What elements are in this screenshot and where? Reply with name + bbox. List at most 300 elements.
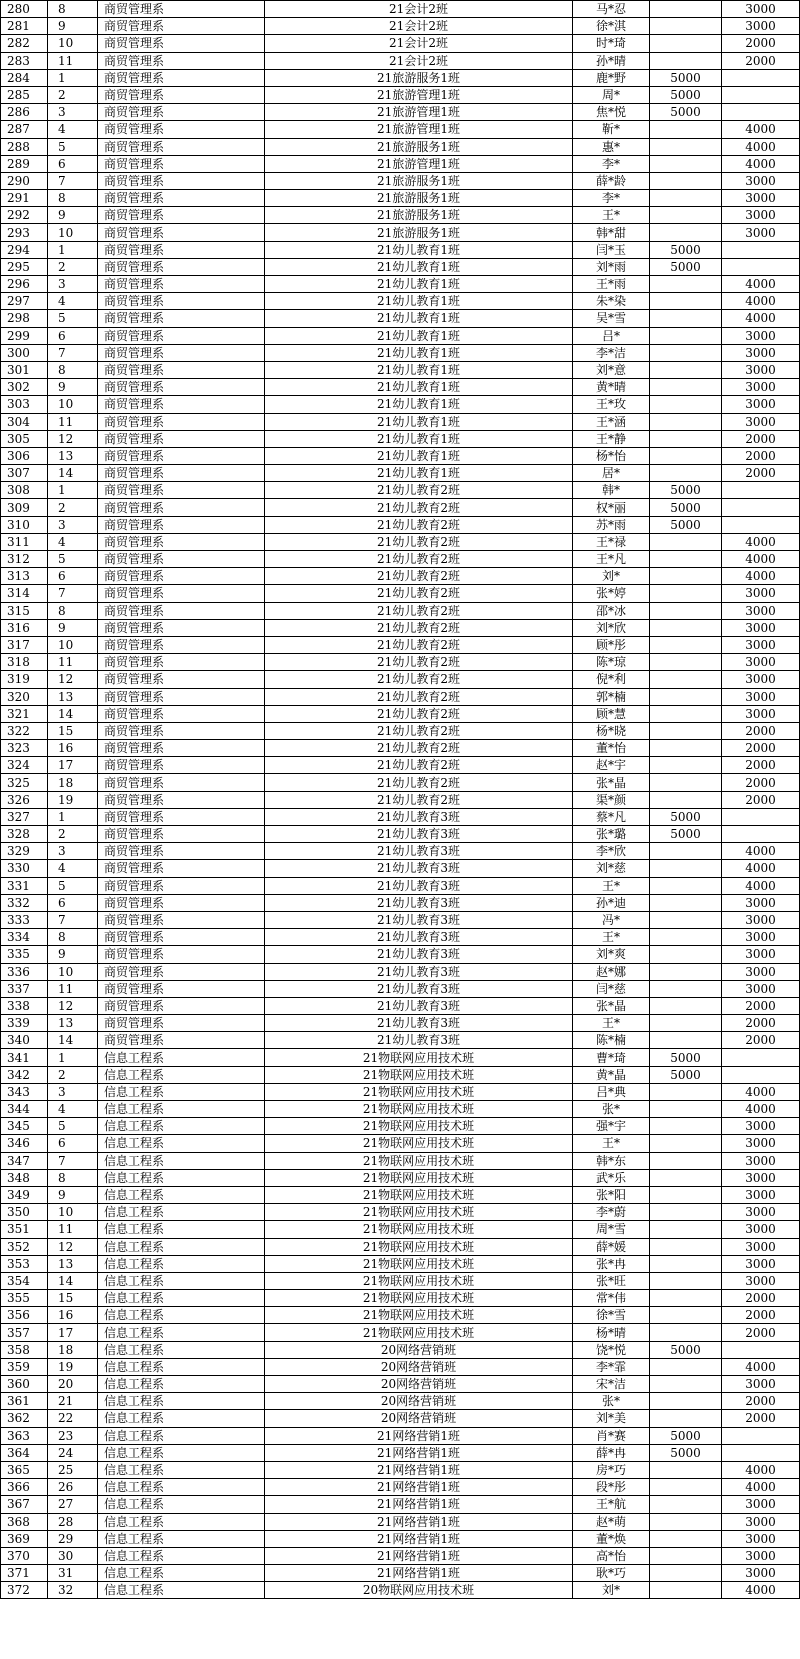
serial-number-cell: 294	[1, 241, 48, 258]
class-name-cell: 21幼儿教育1班	[265, 293, 573, 310]
serial-number-cell: 329	[1, 843, 48, 860]
class-index-cell: 6	[48, 327, 98, 344]
first-grade-amount-cell: 5000	[650, 1049, 722, 1066]
student-name-cell: 倪*利	[573, 671, 650, 688]
table-row	[1, 997, 800, 1014]
table-row	[1, 740, 800, 757]
student-name-cell: 王*	[573, 1135, 650, 1152]
class-name-cell: 21幼儿教育2班	[265, 671, 573, 688]
class-name-cell: 21幼儿教育3班	[265, 877, 573, 894]
first-grade-amount-cell	[650, 224, 722, 241]
student-name-cell: 王*静	[573, 430, 650, 447]
table-row	[1, 1307, 800, 1324]
table-row	[1, 224, 800, 241]
department-cell: 商贸管理系	[98, 619, 265, 636]
first-grade-amount-cell	[650, 1169, 722, 1186]
first-grade-amount-cell	[650, 654, 722, 671]
first-grade-amount-cell	[650, 1307, 722, 1324]
class-index-cell: 6	[48, 894, 98, 911]
class-name-cell: 21网络营销1班	[265, 1427, 573, 1444]
table-row	[1, 551, 800, 568]
student-name-cell: 杨*怡	[573, 447, 650, 464]
student-name-cell: 韩*东	[573, 1152, 650, 1169]
class-index-cell: 29	[48, 1530, 98, 1547]
second-grade-amount-cell: 2000	[722, 430, 800, 447]
first-grade-amount-cell	[650, 705, 722, 722]
department-cell: 信息工程系	[98, 1496, 265, 1513]
department-cell: 信息工程系	[98, 1272, 265, 1289]
first-grade-amount-cell	[650, 636, 722, 653]
table-row	[1, 35, 800, 52]
class-name-cell: 21旅游管理1班	[265, 104, 573, 121]
first-grade-amount-cell	[650, 1, 722, 18]
class-name-cell: 21幼儿教育3班	[265, 929, 573, 946]
department-cell: 商贸管理系	[98, 138, 265, 155]
second-grade-amount-cell: 3000	[722, 1204, 800, 1221]
class-index-cell: 8	[48, 1, 98, 18]
department-cell: 信息工程系	[98, 1479, 265, 1496]
serial-number-cell: 311	[1, 533, 48, 550]
class-index-cell: 24	[48, 1444, 98, 1461]
table-row	[1, 430, 800, 447]
table-row	[1, 52, 800, 69]
class-index-cell: 3	[48, 104, 98, 121]
class-index-cell: 8	[48, 1169, 98, 1186]
first-grade-amount-cell	[650, 310, 722, 327]
class-name-cell: 21幼儿教育3班	[265, 808, 573, 825]
first-grade-amount-cell	[650, 774, 722, 791]
class-index-cell: 10	[48, 963, 98, 980]
first-grade-amount-cell	[650, 207, 722, 224]
first-grade-amount-cell	[650, 1204, 722, 1221]
serial-number-cell: 284	[1, 69, 48, 86]
class-index-cell: 13	[48, 688, 98, 705]
table-row	[1, 465, 800, 482]
second-grade-amount-cell: 3000	[722, 654, 800, 671]
first-grade-amount-cell	[650, 1513, 722, 1530]
serial-number-cell: 321	[1, 705, 48, 722]
serial-number-cell: 352	[1, 1238, 48, 1255]
department-cell: 商贸管理系	[98, 774, 265, 791]
class-name-cell: 21幼儿教育2班	[265, 705, 573, 722]
table-row	[1, 1204, 800, 1221]
class-name-cell: 21物联网应用技术班	[265, 1307, 573, 1324]
student-name-cell: 刘*	[573, 1582, 650, 1599]
second-grade-amount-cell	[722, 69, 800, 86]
student-name-cell: 韩*	[573, 482, 650, 499]
class-name-cell: 21幼儿教育1班	[265, 413, 573, 430]
table-row	[1, 327, 800, 344]
second-grade-amount-cell: 3000	[722, 1255, 800, 1272]
table-row	[1, 671, 800, 688]
department-cell: 商贸管理系	[98, 722, 265, 739]
department-cell: 商贸管理系	[98, 533, 265, 550]
department-cell: 信息工程系	[98, 1461, 265, 1478]
first-grade-amount-cell	[650, 1393, 722, 1410]
class-name-cell: 21网络营销1班	[265, 1496, 573, 1513]
table-row	[1, 1341, 800, 1358]
class-name-cell: 21网络营销1班	[265, 1513, 573, 1530]
first-grade-amount-cell	[650, 757, 722, 774]
student-name-cell: 王*禄	[573, 533, 650, 550]
department-cell: 商贸管理系	[98, 396, 265, 413]
table-row	[1, 396, 800, 413]
first-grade-amount-cell	[650, 430, 722, 447]
student-name-cell: 赵*娜	[573, 963, 650, 980]
table-row	[1, 1221, 800, 1238]
table-row	[1, 207, 800, 224]
serial-number-cell: 290	[1, 172, 48, 189]
student-name-cell: 居*	[573, 465, 650, 482]
table-row	[1, 1186, 800, 1203]
serial-number-cell: 372	[1, 1582, 48, 1599]
class-index-cell: 6	[48, 1135, 98, 1152]
first-grade-amount-cell	[650, 1358, 722, 1375]
class-name-cell: 21幼儿教育2班	[265, 551, 573, 568]
serial-number-cell: 349	[1, 1186, 48, 1203]
first-grade-amount-cell	[650, 1152, 722, 1169]
student-name-cell: 张*璐	[573, 826, 650, 843]
serial-number-cell: 347	[1, 1152, 48, 1169]
second-grade-amount-cell: 2000	[722, 447, 800, 464]
second-grade-amount-cell: 3000	[722, 396, 800, 413]
first-grade-amount-cell: 5000	[650, 808, 722, 825]
serial-number-cell: 310	[1, 516, 48, 533]
serial-number-cell: 327	[1, 808, 48, 825]
first-grade-amount-cell: 5000	[650, 482, 722, 499]
serial-number-cell: 368	[1, 1513, 48, 1530]
second-grade-amount-cell: 3000	[722, 911, 800, 928]
table-row	[1, 1496, 800, 1513]
first-grade-amount-cell	[650, 52, 722, 69]
table-row	[1, 69, 800, 86]
class-name-cell: 20网络营销班	[265, 1341, 573, 1358]
student-name-cell: 韩*甜	[573, 224, 650, 241]
class-index-cell: 1	[48, 482, 98, 499]
class-name-cell: 21幼儿教育2班	[265, 516, 573, 533]
first-grade-amount-cell	[650, 379, 722, 396]
class-index-cell: 14	[48, 705, 98, 722]
class-index-cell: 11	[48, 1221, 98, 1238]
department-cell: 商贸管理系	[98, 757, 265, 774]
second-grade-amount-cell: 3000	[722, 671, 800, 688]
serial-number-cell: 358	[1, 1341, 48, 1358]
class-name-cell: 21物联网应用技术班	[265, 1186, 573, 1203]
table-row	[1, 344, 800, 361]
department-cell: 商贸管理系	[98, 516, 265, 533]
second-grade-amount-cell: 3000	[722, 379, 800, 396]
department-cell: 商贸管理系	[98, 447, 265, 464]
first-grade-amount-cell	[650, 1255, 722, 1272]
class-index-cell: 3	[48, 516, 98, 533]
table-row	[1, 1479, 800, 1496]
second-grade-amount-cell: 3000	[722, 1272, 800, 1289]
class-index-cell: 11	[48, 52, 98, 69]
class-index-cell: 9	[48, 18, 98, 35]
table-row	[1, 1238, 800, 1255]
student-name-cell: 李*霏	[573, 1358, 650, 1375]
first-grade-amount-cell	[650, 18, 722, 35]
first-grade-amount-cell	[650, 619, 722, 636]
first-grade-amount-cell	[650, 396, 722, 413]
first-grade-amount-cell	[650, 293, 722, 310]
first-grade-amount-cell	[650, 190, 722, 207]
second-grade-amount-cell: 3000	[722, 1238, 800, 1255]
second-grade-amount-cell: 2000	[722, 35, 800, 52]
class-name-cell: 21旅游服务1班	[265, 69, 573, 86]
table-row	[1, 1444, 800, 1461]
department-cell: 商贸管理系	[98, 808, 265, 825]
class-name-cell: 21幼儿教育3班	[265, 946, 573, 963]
class-name-cell: 21旅游管理1班	[265, 155, 573, 172]
student-name-cell: 闫*玉	[573, 241, 650, 258]
table-row	[1, 1393, 800, 1410]
student-name-cell: 高*怡	[573, 1547, 650, 1564]
class-index-cell: 14	[48, 1272, 98, 1289]
class-index-cell: 13	[48, 1255, 98, 1272]
class-name-cell: 21幼儿教育3班	[265, 860, 573, 877]
first-grade-amount-cell	[650, 688, 722, 705]
class-name-cell: 21物联网应用技术班	[265, 1255, 573, 1272]
class-index-cell: 10	[48, 1204, 98, 1221]
first-grade-amount-cell	[650, 1272, 722, 1289]
class-name-cell: 21会计2班	[265, 18, 573, 35]
class-name-cell: 21幼儿教育2班	[265, 740, 573, 757]
second-grade-amount-cell	[722, 1444, 800, 1461]
first-grade-amount-cell	[650, 894, 722, 911]
student-name-cell: 李*	[573, 190, 650, 207]
serial-number-cell: 351	[1, 1221, 48, 1238]
table-row	[1, 18, 800, 35]
department-cell: 商贸管理系	[98, 241, 265, 258]
serial-number-cell: 357	[1, 1324, 48, 1341]
second-grade-amount-cell: 3000	[722, 172, 800, 189]
first-grade-amount-cell: 5000	[650, 1341, 722, 1358]
student-name-cell: 张*旺	[573, 1272, 650, 1289]
student-name-cell: 房*巧	[573, 1461, 650, 1478]
first-grade-amount-cell	[650, 413, 722, 430]
table-row	[1, 774, 800, 791]
first-grade-amount-cell	[650, 860, 722, 877]
class-index-cell: 10	[48, 636, 98, 653]
serial-number-cell: 356	[1, 1307, 48, 1324]
first-grade-amount-cell	[650, 172, 722, 189]
department-cell: 商贸管理系	[98, 654, 265, 671]
class-index-cell: 7	[48, 911, 98, 928]
student-name-cell: 刘*爽	[573, 946, 650, 963]
table-row	[1, 688, 800, 705]
student-name-cell: 徐*淇	[573, 18, 650, 35]
second-grade-amount-cell: 2000	[722, 1032, 800, 1049]
class-index-cell: 5	[48, 310, 98, 327]
class-index-cell: 12	[48, 430, 98, 447]
second-grade-amount-cell: 4000	[722, 1358, 800, 1375]
second-grade-amount-cell: 2000	[722, 1410, 800, 1427]
student-name-cell: 焦*悦	[573, 104, 650, 121]
student-name-cell: 曹*琦	[573, 1049, 650, 1066]
first-grade-amount-cell	[650, 1015, 722, 1032]
table-row	[1, 1530, 800, 1547]
serial-number-cell: 337	[1, 980, 48, 997]
class-index-cell: 32	[48, 1582, 98, 1599]
serial-number-cell: 335	[1, 946, 48, 963]
class-name-cell: 21幼儿教育1班	[265, 276, 573, 293]
first-grade-amount-cell	[650, 1221, 722, 1238]
second-grade-amount-cell: 3000	[722, 929, 800, 946]
class-name-cell: 21物联网应用技术班	[265, 1238, 573, 1255]
second-grade-amount-cell: 3000	[722, 619, 800, 636]
table-row	[1, 636, 800, 653]
serial-number-cell: 307	[1, 465, 48, 482]
class-name-cell: 21幼儿教育2班	[265, 568, 573, 585]
serial-number-cell: 338	[1, 997, 48, 1014]
department-cell: 商贸管理系	[98, 602, 265, 619]
student-name-cell: 惠*	[573, 138, 650, 155]
department-cell: 商贸管理系	[98, 69, 265, 86]
department-cell: 商贸管理系	[98, 551, 265, 568]
class-name-cell: 21幼儿教育1班	[265, 241, 573, 258]
second-grade-amount-cell: 3000	[722, 1513, 800, 1530]
student-name-cell: 杨*晴	[573, 1324, 650, 1341]
first-grade-amount-cell	[650, 740, 722, 757]
serial-number-cell: 355	[1, 1290, 48, 1307]
second-grade-amount-cell: 3000	[722, 18, 800, 35]
department-cell: 信息工程系	[98, 1238, 265, 1255]
second-grade-amount-cell: 3000	[722, 1186, 800, 1203]
serial-number-cell: 313	[1, 568, 48, 585]
first-grade-amount-cell	[650, 1135, 722, 1152]
student-name-cell: 靳*	[573, 121, 650, 138]
first-grade-amount-cell	[650, 533, 722, 550]
student-name-cell: 周*雪	[573, 1221, 650, 1238]
table-row	[1, 1101, 800, 1118]
serial-number-cell: 332	[1, 894, 48, 911]
class-index-cell: 10	[48, 35, 98, 52]
class-index-cell: 16	[48, 740, 98, 757]
serial-number-cell: 346	[1, 1135, 48, 1152]
second-grade-amount-cell	[722, 499, 800, 516]
class-index-cell: 12	[48, 997, 98, 1014]
class-index-cell: 1	[48, 1049, 98, 1066]
second-grade-amount-cell	[722, 516, 800, 533]
department-cell: 商贸管理系	[98, 929, 265, 946]
table-row	[1, 757, 800, 774]
class-name-cell: 21幼儿教育2班	[265, 654, 573, 671]
class-name-cell: 20网络营销班	[265, 1410, 573, 1427]
table-row	[1, 911, 800, 928]
serial-number-cell: 369	[1, 1530, 48, 1547]
table-row	[1, 946, 800, 963]
table-row	[1, 499, 800, 516]
serial-number-cell: 300	[1, 344, 48, 361]
student-name-cell: 刘*慈	[573, 860, 650, 877]
table-row	[1, 1461, 800, 1478]
class-name-cell: 21物联网应用技术班	[265, 1221, 573, 1238]
class-name-cell: 21物联网应用技术班	[265, 1169, 573, 1186]
first-grade-amount-cell	[650, 1479, 722, 1496]
second-grade-amount-cell: 2000	[722, 465, 800, 482]
class-index-cell: 17	[48, 1324, 98, 1341]
student-name-cell: 孙*晴	[573, 52, 650, 69]
class-index-cell: 3	[48, 1083, 98, 1100]
table-row	[1, 568, 800, 585]
department-cell: 信息工程系	[98, 1547, 265, 1564]
serial-number-cell: 292	[1, 207, 48, 224]
serial-number-cell: 366	[1, 1479, 48, 1496]
class-name-cell: 21幼儿教育3班	[265, 963, 573, 980]
table-row	[1, 791, 800, 808]
table-row	[1, 413, 800, 430]
first-grade-amount-cell	[650, 791, 722, 808]
department-cell: 商贸管理系	[98, 740, 265, 757]
class-name-cell: 21幼儿教育3班	[265, 1015, 573, 1032]
second-grade-amount-cell: 3000	[722, 636, 800, 653]
department-cell: 信息工程系	[98, 1101, 265, 1118]
first-grade-amount-cell	[650, 980, 722, 997]
first-grade-amount-cell: 5000	[650, 104, 722, 121]
first-grade-amount-cell	[650, 946, 722, 963]
first-grade-amount-cell	[650, 963, 722, 980]
table-row	[1, 1032, 800, 1049]
department-cell: 商贸管理系	[98, 946, 265, 963]
class-index-cell: 2	[48, 258, 98, 275]
class-index-cell: 10	[48, 396, 98, 413]
first-grade-amount-cell	[650, 911, 722, 928]
table-row	[1, 1565, 800, 1582]
department-cell: 信息工程系	[98, 1582, 265, 1599]
second-grade-amount-cell: 4000	[722, 1582, 800, 1599]
class-name-cell: 21幼儿教育3班	[265, 997, 573, 1014]
serial-number-cell: 362	[1, 1410, 48, 1427]
department-cell: 商贸管理系	[98, 705, 265, 722]
class-index-cell: 6	[48, 155, 98, 172]
student-name-cell: 武*乐	[573, 1169, 650, 1186]
student-name-cell: 朱*染	[573, 293, 650, 310]
class-name-cell: 21幼儿教育1班	[265, 361, 573, 378]
class-name-cell: 21旅游服务1班	[265, 207, 573, 224]
student-name-cell: 黄*晶	[573, 1066, 650, 1083]
serial-number-cell: 308	[1, 482, 48, 499]
department-cell: 信息工程系	[98, 1186, 265, 1203]
second-grade-amount-cell: 4000	[722, 860, 800, 877]
class-name-cell: 21幼儿教育1班	[265, 379, 573, 396]
class-index-cell: 26	[48, 1479, 98, 1496]
class-name-cell: 21幼儿教育2班	[265, 585, 573, 602]
first-grade-amount-cell	[650, 1547, 722, 1564]
student-name-cell: 鹿*野	[573, 69, 650, 86]
class-name-cell: 21网络营销1班	[265, 1530, 573, 1547]
class-name-cell: 21幼儿教育2班	[265, 533, 573, 550]
class-index-cell: 4	[48, 121, 98, 138]
table-row	[1, 361, 800, 378]
class-name-cell: 21旅游服务1班	[265, 172, 573, 189]
serial-number-cell: 287	[1, 121, 48, 138]
class-name-cell: 21旅游管理1班	[265, 86, 573, 103]
first-grade-amount-cell: 5000	[650, 826, 722, 843]
second-grade-amount-cell	[722, 1427, 800, 1444]
serial-number-cell: 319	[1, 671, 48, 688]
class-name-cell: 20网络营销班	[265, 1376, 573, 1393]
table-row	[1, 276, 800, 293]
table-row	[1, 929, 800, 946]
first-grade-amount-cell	[650, 1032, 722, 1049]
class-name-cell: 21物联网应用技术班	[265, 1049, 573, 1066]
class-index-cell: 30	[48, 1547, 98, 1564]
student-name-cell: 刘*欣	[573, 619, 650, 636]
class-index-cell: 10	[48, 224, 98, 241]
serial-number-cell: 281	[1, 18, 48, 35]
serial-number-cell: 306	[1, 447, 48, 464]
